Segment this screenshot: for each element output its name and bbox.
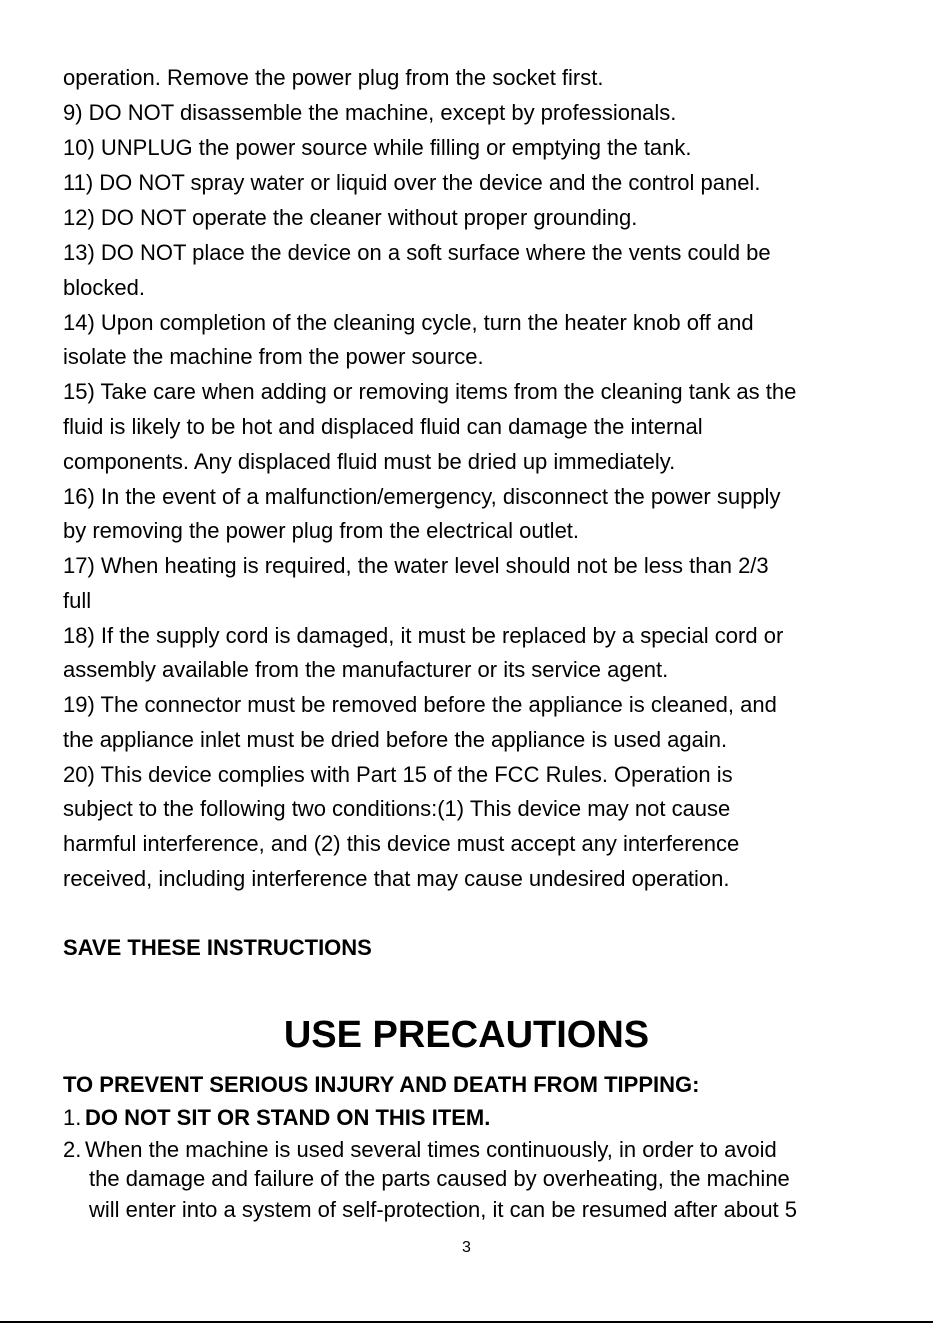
body-line: 10) UNPLUG the power source while filling or emptying the tank. [63,135,692,160]
precaution-text: DO NOT SIT OR STAND ON THIS ITEM. [85,1105,491,1130]
precaution-continuation: will enter into a system of self-protection, it can be resumed after about 5 [89,1197,798,1222]
bottom-rule [0,1321,933,1323]
save-instructions-note: SAVE THESE INSTRUCTIONS [63,935,372,960]
body-line: 18) If the supply cord is damaged, it must be replaced by a special cord or [63,623,784,648]
body-line: 9) DO NOT disassemble the machine, except by professionals. [63,100,677,125]
precaution-text: When the machine is used several times continuously, in order to avoid [85,1137,777,1162]
body-line: isolate the machine from the power source. [63,344,484,369]
body-line: operation. Remove the power plug from the socket first. [63,65,604,90]
body-line: 13) DO NOT place the device on a soft surface where the vents could be [63,240,771,265]
list-number: 2. [63,1137,82,1162]
precaution-continuation: the damage and failure of the parts caused by overheating, the machine [89,1166,790,1191]
body-line: 15) Take care when adding or removing items from the cleaning tank as the [63,379,797,404]
tipping-warning: TO PREVENT SERIOUS INJURY AND DEATH FROM TIPPING: [63,1072,700,1097]
body-line: received, including interference that may cause undesired operation. [63,866,730,891]
body-line: blocked. [63,275,145,300]
body-line: the appliance inlet must be dried before the appliance is used again. [63,727,728,752]
body-line: 11) DO NOT spray water or liquid over the device and the control panel. [63,170,761,195]
precaution-item-2 [63,1137,777,1163]
body-line: assembly available from the manufacturer or its service agent. [63,657,669,682]
body-line: components. Any displaced fluid must be dried up immediately. [63,449,676,474]
body-line: harmful interference, and (2) this device must accept any interference [63,831,740,856]
page-number: 3 [462,1239,471,1256]
body-line: 17) When heating is required, the water level should not be less than 2/3 [63,553,769,578]
body-line: fluid is likely to be hot and displaced fluid can damage the internal [63,414,703,439]
body-line: 14) Upon completion of the cleaning cycle, turn the heater knob off and [63,310,754,335]
body-line: 16) In the event of a malfunction/emergency, disconnect the power supply [63,484,781,509]
body-line: 19) The connector must be removed before the appliance is cleaned, and [63,692,777,717]
body-line: full [63,588,92,613]
list-number: 1. [63,1105,82,1130]
section-title: USE PRECAUTIONS [283,1014,650,1056]
body-line: by removing the power plug from the electrical outlet. [63,518,580,543]
body-line: subject to the following two conditions:(1) This device may not cause [63,796,731,821]
body-line: 12) DO NOT operate the cleaner without proper grounding. [63,205,638,230]
precaution-item-1 [63,1105,490,1131]
body-line: 20) This device complies with Part 15 of the FCC Rules. Operation is [63,762,733,787]
